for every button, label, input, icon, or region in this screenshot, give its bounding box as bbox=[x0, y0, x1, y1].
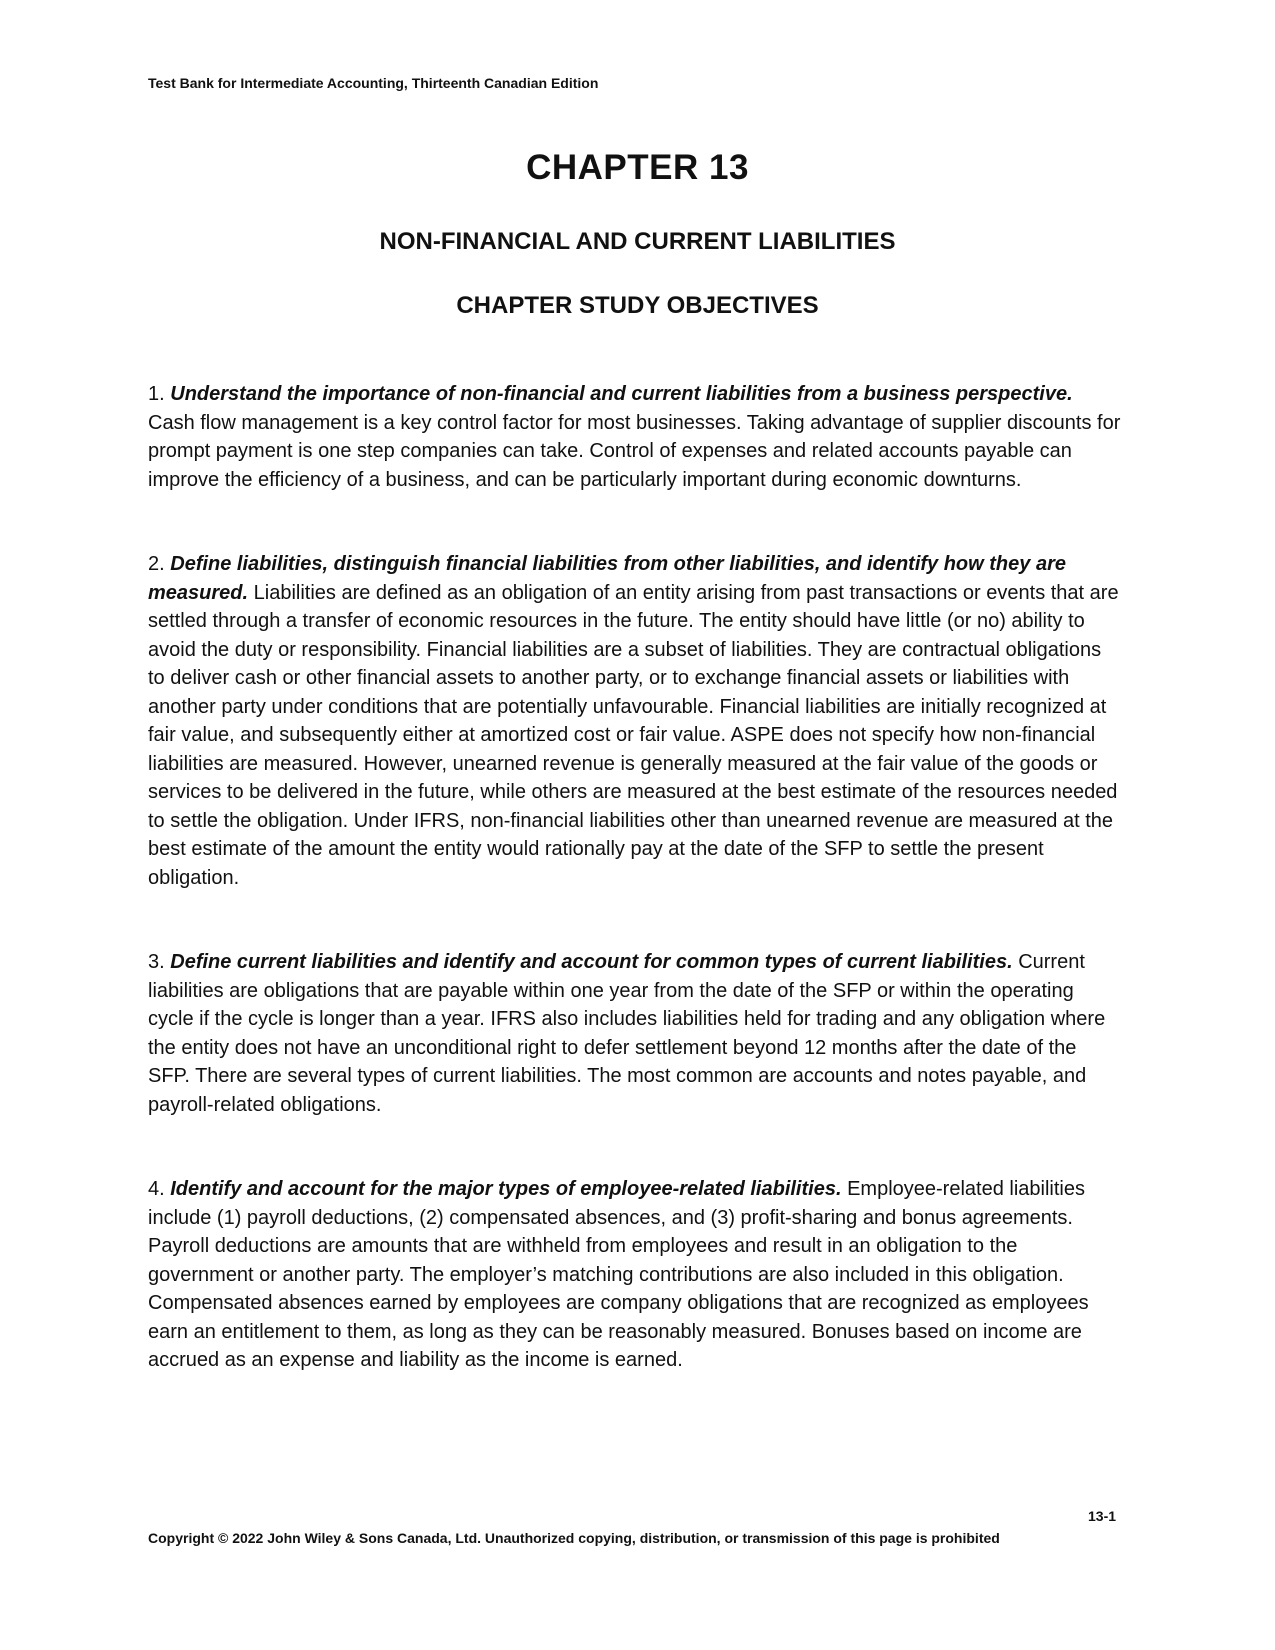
objective-title: Define liabilities, distinguish financial liabilities from other liabilities, and identify how they are measured. bbox=[148, 553, 1066, 604]
objective-title: Define current liabilities and identify and account for common types of current liabilities. bbox=[170, 951, 1013, 973]
objective-body: Liabilities are defined as an obligation of an entity arising from past transactions or events that are settled through a transfer of economic resources in the future. The entity should have little (or no) ability to avoid the duty or responsibility. Financial liabilities are a subset of liabilities. They are contractual obligations to deliver cash or other financial assets to another party, or to exchange financial assets or liabilities with another party under conditions that are potentially unfavourable. Financial liabilities are initially recognized at fair value, and subsequently either at amortized cost or fair value. ASPE does not specify how non-financial liabilities are measured. However, unearned revenue is generally measured at the fair value of the goods or services to be delivered in the future, while others are measured at the best estimate of the resources needed to settle the obligation. Under IFRS, non-financial liabilities other than unearned revenue are measured at the best estimate of the amount the entity would rationally pay at the date of the SFP to settle the present obligation. bbox=[148, 581, 1119, 889]
objective-title: Understand the importance of non-financial and current liabilities from a business perspective. bbox=[170, 383, 1073, 405]
objective-number: 4. bbox=[148, 1178, 165, 1200]
copyright-notice: Copyright © 2022 John Wiley & Sons Canada, Ltd. Unauthorized copying, distribution, or transmission of this page is prohibited bbox=[148, 1530, 1000, 1546]
objective-title: Identify and account for the major types of employee-related liabilities. bbox=[170, 1178, 842, 1200]
chapter-subtitle: NON-FINANCIAL AND CURRENT LIABILITIES bbox=[379, 228, 896, 255]
objective-body: Current liabilities are obligations that are payable within one year from the date of the SFP or within the operating cycle if the cycle is longer than a year. IFRS also includes liabilities held for trading and any obligation where the entity does not have an unconditional right to defer settlement beyond 12 months after the date of the SFP. There are several types of current liabilities. The most common are accounts and notes payable, and payroll-related obligations. bbox=[148, 951, 1106, 1116]
objective-number: 3. bbox=[148, 951, 165, 973]
study-objectives-heading: CHAPTER STUDY OBJECTIVES bbox=[456, 292, 819, 319]
running-header: Test Bank for Intermediate Accounting, Thirteenth Canadian Edition bbox=[148, 75, 599, 91]
objective-number: 1. bbox=[148, 383, 165, 405]
objective-3 bbox=[148, 948, 1123, 1119]
objective-body: Cash flow management is a key control factor for most businesses. Taking advantage of supplier discounts for prompt payment is one step companies can take. Control of expenses and related accounts payable can improve the efficiency of a business, and can be particularly important during economic downturns. bbox=[148, 411, 1121, 491]
chapter-title: CHAPTER 13 bbox=[526, 148, 749, 187]
objective-body: Employee-related liabilities include (1) payroll deductions, (2) compensated absences, and (3) profit-sharing and bonus agreements. Payroll deductions are amounts that are withheld from employees and result in an obligation to the government or another party. The employer’s matching contributions are also included in this obligation. Compensated absences earned by employees are company obligations that are recognized as employees earn an entitlement to them, as long as they can be reasonably measured. Bonuses based on income are accrued as an expense and liability as the income is earned. bbox=[148, 1178, 1089, 1371]
objective-4 bbox=[148, 1175, 1123, 1375]
objective-2 bbox=[148, 550, 1123, 892]
page-number: 13-1 bbox=[1088, 1508, 1117, 1524]
objectives-list bbox=[148, 380, 1123, 1431]
objective-1 bbox=[148, 380, 1123, 494]
objective-number: 2. bbox=[148, 553, 165, 575]
